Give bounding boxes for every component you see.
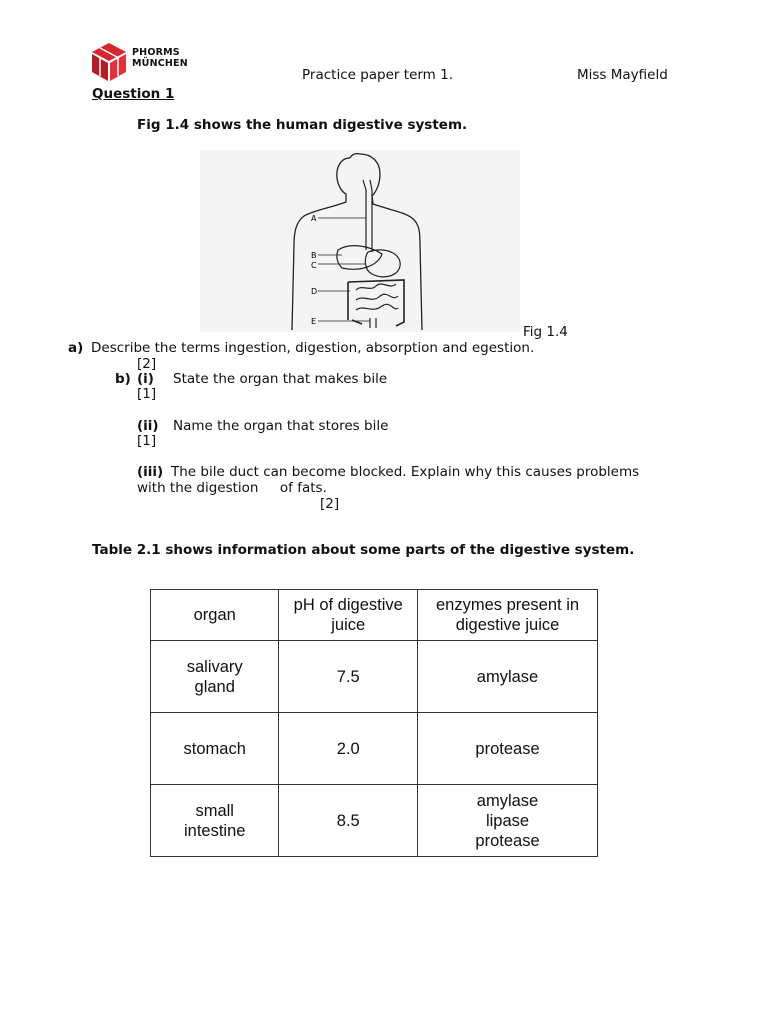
ph-cell: 8.5 — [279, 785, 418, 857]
logo-text-line1: PHORMS — [132, 47, 180, 58]
header-cell-line: organ — [193, 606, 236, 624]
figure-label-d: D — [311, 287, 318, 296]
part-b-iii-label: (iii) — [137, 464, 164, 480]
part-b-iii-marks: [2] — [320, 496, 340, 512]
logo-cube-icon — [90, 42, 128, 82]
school-logo — [90, 42, 190, 82]
part-b-i-label: (i) — [137, 371, 154, 387]
enzymes-cell — [418, 785, 598, 857]
table-row — [151, 785, 598, 857]
cell-line: salivary — [186, 657, 243, 676]
part-b-iii-text-line2: with the digestion of fats. — [137, 480, 327, 496]
logo-text-line2: MÜNCHEN — [132, 58, 188, 69]
part-b-ii-text: Name the organ that stores bile — [173, 418, 389, 434]
cell-line: small — [195, 801, 234, 820]
table-intro: Table 2.1 shows information about some parts of the digestive system. — [92, 542, 635, 558]
table-row — [151, 713, 598, 785]
header-enzymes — [418, 590, 598, 641]
table-row — [151, 641, 598, 713]
header-organ — [151, 590, 279, 641]
figure-caption: Fig 1.4 — [523, 324, 568, 340]
cell-line: protease — [475, 831, 540, 850]
question-heading: Question 1 — [92, 86, 175, 102]
cell-line: intestine — [183, 821, 246, 840]
cell-line: amylase — [476, 667, 539, 686]
ph-cell: 7.5 — [279, 641, 418, 713]
enzymes-cell — [418, 641, 598, 713]
part-a-marks: [2] — [137, 356, 157, 372]
part-b-ii-marks: [1] — [137, 433, 157, 449]
header-cell-line: juice — [331, 616, 366, 634]
cell-line: amylase — [476, 791, 539, 810]
figure-label-a: A — [311, 214, 317, 223]
part-b-label: b) — [115, 371, 131, 387]
organ-cell — [151, 713, 279, 785]
header-cell-line: digestive juice — [455, 616, 560, 634]
header-ph — [279, 590, 418, 641]
figure-label-c: C — [311, 261, 317, 270]
digestive-system-figure — [200, 150, 520, 332]
header-cell-line: enzymes present in — [435, 596, 580, 614]
ph-cell: 2.0 — [279, 713, 418, 785]
figure-label-b: B — [311, 251, 317, 260]
cell-line: stomach — [183, 739, 246, 758]
figure-intro: Fig 1.4 shows the human digestive system. — [137, 117, 468, 133]
organ-cell — [151, 785, 279, 857]
part-a-label: a) — [68, 340, 84, 356]
part-b-i-text: State the organ that makes bile — [173, 371, 388, 387]
cell-line: lipase — [485, 811, 530, 830]
paper-title: Practice paper term 1. — [302, 67, 454, 83]
digestive-juice-table — [150, 589, 598, 857]
organ-cell — [151, 641, 279, 713]
part-b-iii-text-line1: The bile duct can become blocked. Explain why this causes problems — [171, 464, 640, 480]
figure-label-e: E — [311, 317, 317, 326]
cell-line: gland — [194, 677, 235, 696]
header-cell-line: pH of digestive — [293, 596, 403, 614]
cell-line: protease — [475, 739, 540, 758]
table-header-row — [151, 590, 598, 641]
teacher-name: Miss Mayfield — [577, 67, 668, 83]
part-a-text: Describe the terms ingestion, digestion, absorption and egestion. — [91, 340, 535, 356]
part-b-i-marks: [1] — [137, 386, 157, 402]
enzymes-cell — [418, 713, 598, 785]
part-b-ii-label: (ii) — [137, 418, 159, 434]
